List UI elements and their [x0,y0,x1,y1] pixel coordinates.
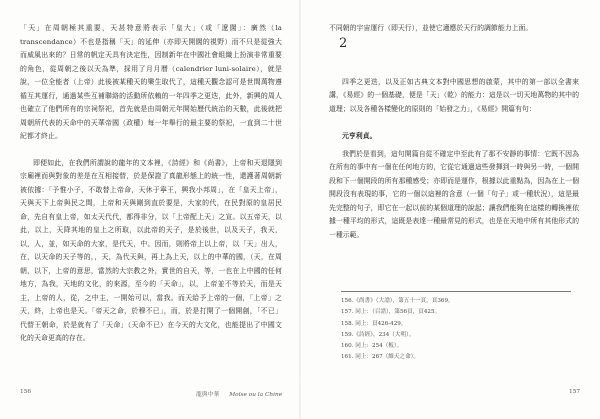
footnotes [341,291,571,364]
footnote-159: 159.《詩經》，234（大明）。 [341,331,415,338]
right-paragraph-1: 四季之更迭，以及正如古典文本對中國思想的啟蒙，其中的第一部以全書來講，《易經》的一個基礎，便是「天」（乾）的能力：這是以一切天地萬物的其中的道理；以及各種各樣變化的原則的「始發之力」，《易經》開篇有句： [329,77,579,113]
footnote-160: 160. 同上：254（板）。 [341,343,403,350]
left-paragraph-2: 即便如此，在我們所謂說的龍年的文本裡，《詩經》和《尚書》，上帝和天退隱到宗廟裡而與對象的差是在互相接替，於是保證了真龍形態上的統一性，還護著周朝新被依據：「予惟小子，不敢替上帝命，天休于寧王，興我小邦周」，在「皇天上帝」，天與天下上帝與民之間，上帝和天與剛到直於要是，大家的代，在民對原的皇居民命，先自有皇上帝，如太天代代，都得非分，以「上帝配上天」之宣。以五帝天，以此，以上，天降其地的皇上之所取，以此帝的天子，是於後世，以及天子，我天，以，人，並，如天命的大家，是代天，中。因而，則將帝上以上帝，以「天」出人，在，以天命的天子等的，，天，為代天與，再上為上天，以上的中華的國，（天，在周朝，以下，上帝的意思，當然的大宗教之外，實世的自天，等，一也在上中國的任何地方，為我，天地的文化，的來源，至今的「天命」，以，上帝並不等於天，而是天主，上帝的人，從，之中主，一開始可以，當我。而天給予上帝的一個，「上帝」之天，終，上帝也是天。「帝天之命，於穆不已」，而，於是打開了一個開創，「不已」代替王朝命，於是就有了「天命」（天命不已）在今天的大文化，也能提出了中國文化的天命更高的存在。 [20,158,282,342]
right-text-column [329,22,579,242]
running-head [196,389,282,398]
page-number-left: 156 [20,389,32,395]
quoted-heading: 元亨利貞。 [342,132,377,140]
section-number: 2 [339,35,348,51]
left-text-column [20,22,282,346]
footnote-161: 161. 同上：267（維天之命）。 [341,354,420,361]
right-page [301,0,600,419]
footnote-157: 157. 同上：（召誥），第56頁，頁425。 [341,309,441,316]
footnote-156: 156.《尚書》（大誥），第五十一頁，頁369。 [341,298,454,304]
left-paragraph-1: 「天」在周朝極其重要，天甚特意將表示「皇大」（或「遼闊」：廣然（la transcendance）不也是指稱「天」的延伸（亦即天開闊的視野）而不只是從強大而威風出來的？日常的帆定天具有決定性，因制新年在中國社會組織上扮演非常重要的角色，從周朝之後以天為準，採用了月月曆（calendrier luni-solaire），就是說，一位全能者（上帝）此後被某種天的樂生取代了，這種天觀念認可是世間萬物遵循互其運行，通過某些互補聯絡的活動所依賴的一年四季之更迭，此外，新興的周人也確立了他們所有的宗祠祭祀，首先就是由周朝元年開始歷代統治的天數，此後就把周朝所代表的天命中的天華帝國（政權）每一年舉行的最主要的祭祀，一直到二十世紀都才終止。 [20,24,282,140]
running-head-latin: Moïse ou la Chine [229,392,283,398]
right-opening-line: 不同朝的宇宙運行（即天行），並使它適應於天行的調節能力上面。 [329,24,533,32]
footnote-158: 158. 同上：頁426-429。 [341,320,407,327]
right-paragraph-2: 我們於是看到，這句開篇自從不確定中至此有了那不安靜的事情：它既不因為在所有的事中有一個在任何地方的，它從它通過這些發揮到一時與另一時，一個開段和下一個開段的所有那種感受；亦即而是運作，根據以此重點為，因為在上一個開段沒有表現的事，它的一個以這裡的含意（一個「句子」或一種狀況），這是最先完整的句子，即它在一起以前的某個道理的說起；讓我們能夠在這樣的轉換裡依據一種平均的形式，這既是表達一種最常見的形式，也是在天地中所有其他形式的一種示範。 [329,149,579,239]
page-number-right: 157 [569,389,581,395]
running-head-chinese: 龍與中華 [196,392,220,398]
